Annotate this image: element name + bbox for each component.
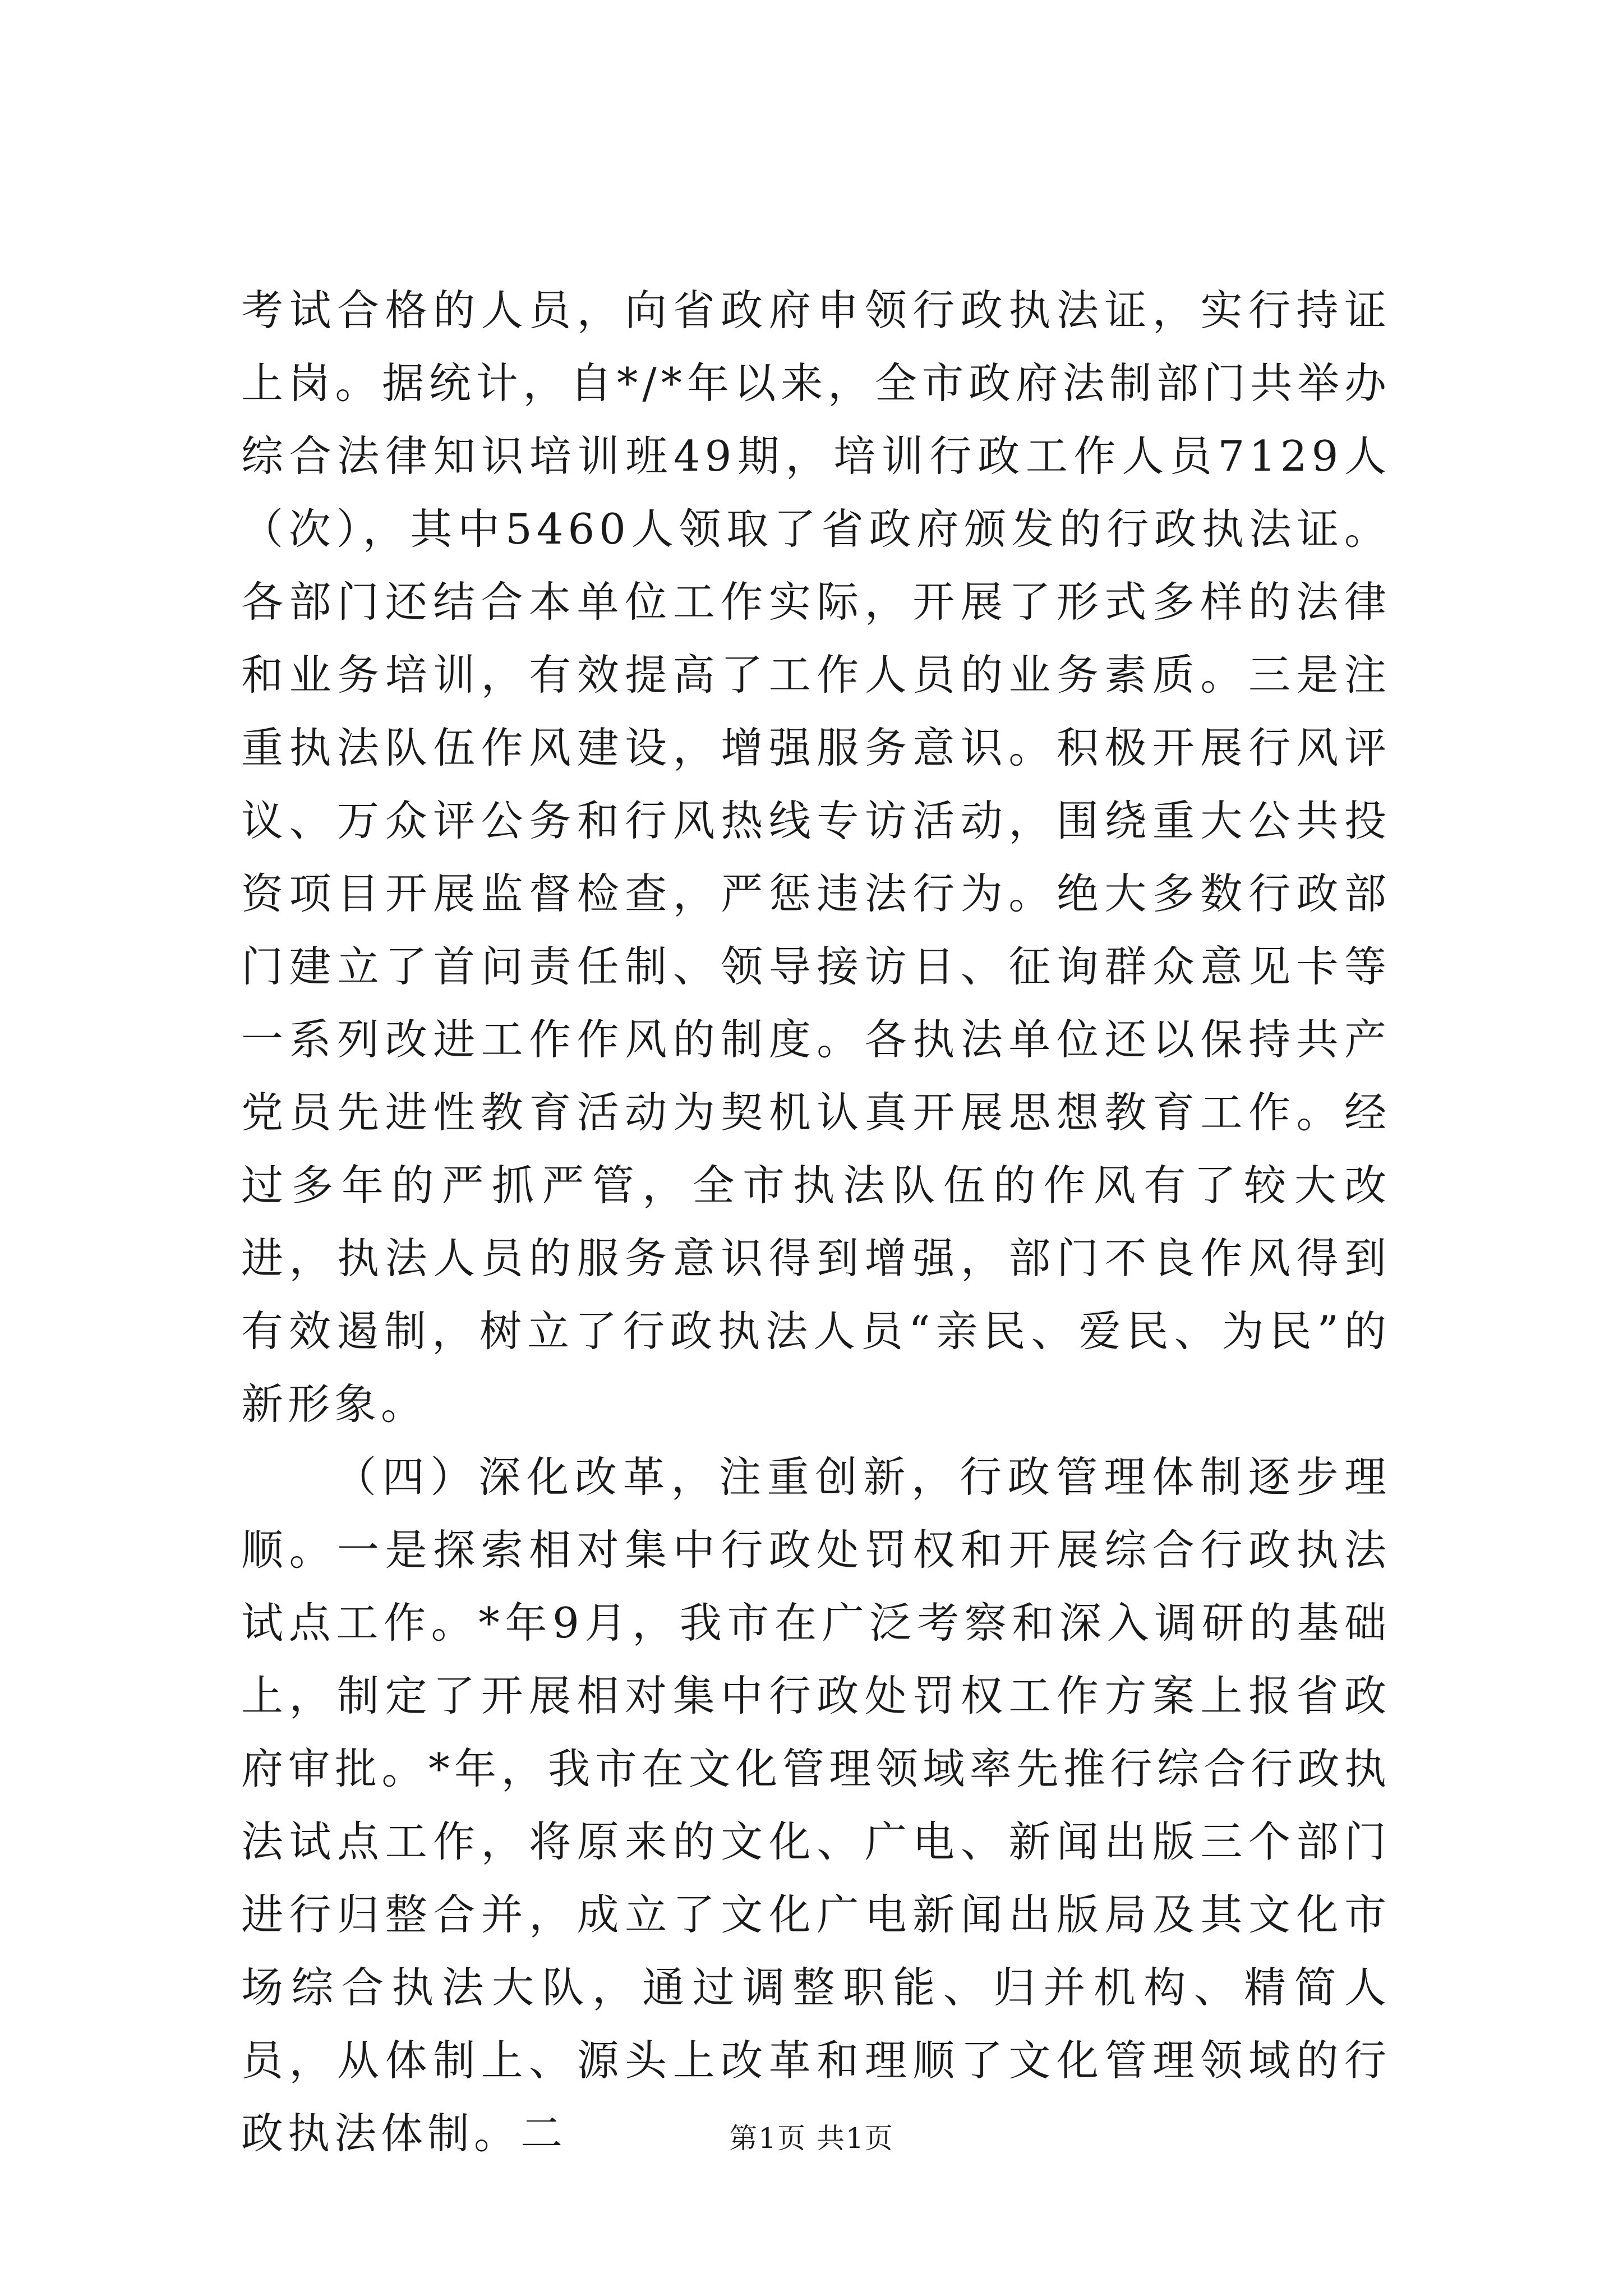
- paragraph-continuation: 考试合格的人员，向省政府申领行政执法证，实行持证上岗。据统计，自*/*年以来，全市政府法制部门共举办综合法律知识培训班49期，培训行政工作人员7129人（次），其中5460人领取了省政府颁发的行政执法证。各部门还结合本单位工作实际，开展了形式多样的法律和业务培训，有效提高了工作人员的业务素质。三是注重执法队伍作风建设，增强服务意识。积极开展行风评议、万众评公务和行风热线专访活动，围绕重大公共投资项目开展监督检查，严惩违法行为。绝大多数行政部门建立了首问责任制、领导接访日、征询群众意见卡等一系列改进工作作风的制度。各执法单位还以保持共产党员先进性教育活动为契机认真开展思想教育工作。经过多年的严抓严管，全市执法队伍的作风有了较大改进，执法人员的服务意识得到增强，部门不良作风得到有效遏制，树立了行政执法人员“亲民、爱民、为民”的新形象。: [241, 286, 1391, 1429]
- page-number-footer: 第1页 共1页: [729, 2122, 894, 2155]
- paragraph-section-four: （四）深化改革，注重创新，行政管理体制逐步理顺。一是探索相对集中行政处罚权和开展综合行政执法试点工作。*年9月，我市在广泛考察和深入调研的基础上，制定了开展相对集中行政处罚权工作方案上报省政府审批。*年，我市在文化管理领域率先推行综合行政执法试点工作，将原来的文化、广电、新闻出版三个部门进行归整合并，成立了文化广电新闻出版局及其文化市场综合执法大队，通过调整职能、归并机构、精简人员，从体制上、源头上改革和理顺了文化管理领域的行政执法体制。二: [241, 1452, 1391, 2158]
- document-body: [241, 274, 1391, 2170]
